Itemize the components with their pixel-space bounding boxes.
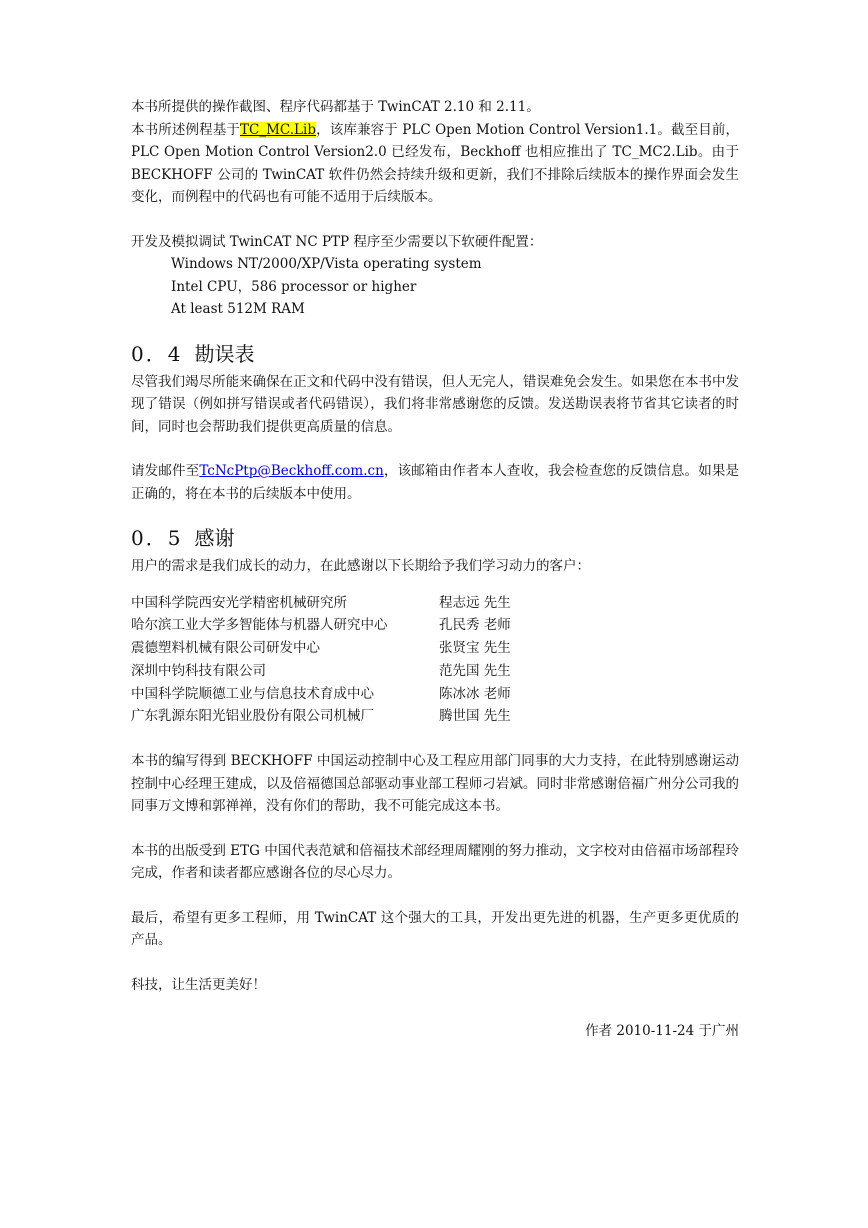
thanks-intro: 用户的需求是我们成长的动力，在此感谢以下长期给予我们学习动力的客户：: [131, 558, 590, 574]
section-title: 感谢: [194, 526, 235, 550]
person-name: 孔民秀 老师: [439, 617, 511, 634]
person-name: 程志远 先生: [439, 594, 511, 611]
section-title: 勘误表: [194, 341, 255, 366]
list-item: [131, 592, 739, 615]
closing-paragraph: 最后，希望有更多工程师，用 TwinCAT 这个强大的工具，开发出更先进的机器，生产更多更优质的产品。: [131, 909, 739, 949]
errata-paragraph-1: 尽管我们竭尽所能来确保在正文和代码中没有错误，但人无完人，错误难免会发生。如果您在本书中发现了错误（例如拼写错误或者代码错误），我们将非常感谢您的反馈。发送勘误表将节省其它读者的时间，同时也会帮助我们提供更高质量的信息。: [131, 373, 739, 435]
organization-name: 中国科学院西安光学精密机械研究所: [131, 594, 347, 611]
requirement-item: Intel CPU，586 processor or higher: [171, 278, 417, 295]
person-name: 腾世国 先生: [439, 708, 511, 725]
list-item: [131, 660, 739, 683]
organization-name: 深圳中钧科技有限公司: [131, 662, 266, 679]
requirement-item: Windows NT/2000/XP/Vista operating system: [171, 256, 482, 272]
person-name: 范先国 先生: [439, 662, 511, 679]
author-signature: 作者 2010-11-24 于广州: [585, 1023, 739, 1040]
organization-name: 中国科学院顺德工业与信息技术育成中心: [131, 685, 374, 702]
section-heading-errata: [131, 341, 739, 367]
organization-name: 震德塑料机械有限公司研发中心: [131, 640, 320, 657]
errata-para2-rest: ，该邮箱由作者本人查收，我会检查您的反馈信息。如果是正确的，将在本书的后续版本中使用。: [131, 463, 740, 502]
requirements-heading: 开发及模拟调试 TwinCAT NC PTP 程序至少需要以下软硬件配置：: [131, 233, 543, 250]
document-page: [131, 96, 739, 1043]
highlighted-lib-name: TC_MC.Lib: [240, 121, 316, 138]
thanks-publish-paragraph: 本书的出版受到 ETG 中国代表范斌和倍福技术部经理周耀刚的努力推动，文字校对由倍福市场部程玲完成，作者和读者都应感谢各位的尽心尽力。: [131, 842, 739, 882]
section-number: 0．4: [131, 341, 183, 366]
list-item: [131, 614, 739, 637]
intro-paragraph-2: [131, 119, 739, 209]
section-number: 0．5: [131, 526, 183, 550]
requirement-item: At least 512M RAM: [171, 301, 305, 317]
intro-para2-rest: ，该库兼容于 PLC Open Motion Control Version1.1。截至目前，PLC Open Motion Control Version2.0 已经发布，Beckhoff 也相应推出了 TC_MC2.Lib。由于 BECKHOFF 公司的 TwinCAT 软件仍然会持续升级和更新，我们不排除后续版本的操作界面会发生变化，而例程中的代码也有可能不适用于后续版本。: [131, 121, 739, 205]
errata-paragraph-2: [131, 460, 739, 505]
thanks-list: [131, 592, 739, 729]
errata-para2-start: 请发邮件至: [131, 463, 200, 479]
person-name: 张贤宝 先生: [439, 640, 511, 657]
organization-name: 广东乳源东阳光铝业股份有限公司机械厂: [131, 708, 374, 725]
list-item: [131, 683, 739, 706]
person-name: 陈冰冰 老师: [439, 685, 511, 702]
slogan: 科技，让生活更美好！: [131, 976, 266, 993]
section-heading-thanks: [131, 525, 739, 551]
thanks-beckhoff-paragraph: 本书的编写得到 BECKHOFF 中国运动控制中心及工程应用部门同事的大力支持，在此特别感谢运动控制中心经理王建成，以及倍福德国总部驱动事业部工程师刁岩斌。同时非常感谢倍福广州分公司我的同事万文博和郭禅禅，没有你们的帮助，我不可能完成这本书。: [131, 753, 739, 815]
organization-name: 哈尔滨工业大学多智能体与机器人研究中心: [131, 617, 388, 634]
list-item: [131, 637, 739, 660]
intro-line-1: 本书所提供的操作截图、程序代码都基于 TwinCAT 2.10 和 2.11。: [131, 99, 540, 115]
intro-para2-start: 本书所述例程基于: [131, 121, 241, 138]
email-link[interactable]: TcNcPtp@Beckhoff.com.cn: [199, 463, 384, 479]
list-item: [131, 705, 739, 728]
